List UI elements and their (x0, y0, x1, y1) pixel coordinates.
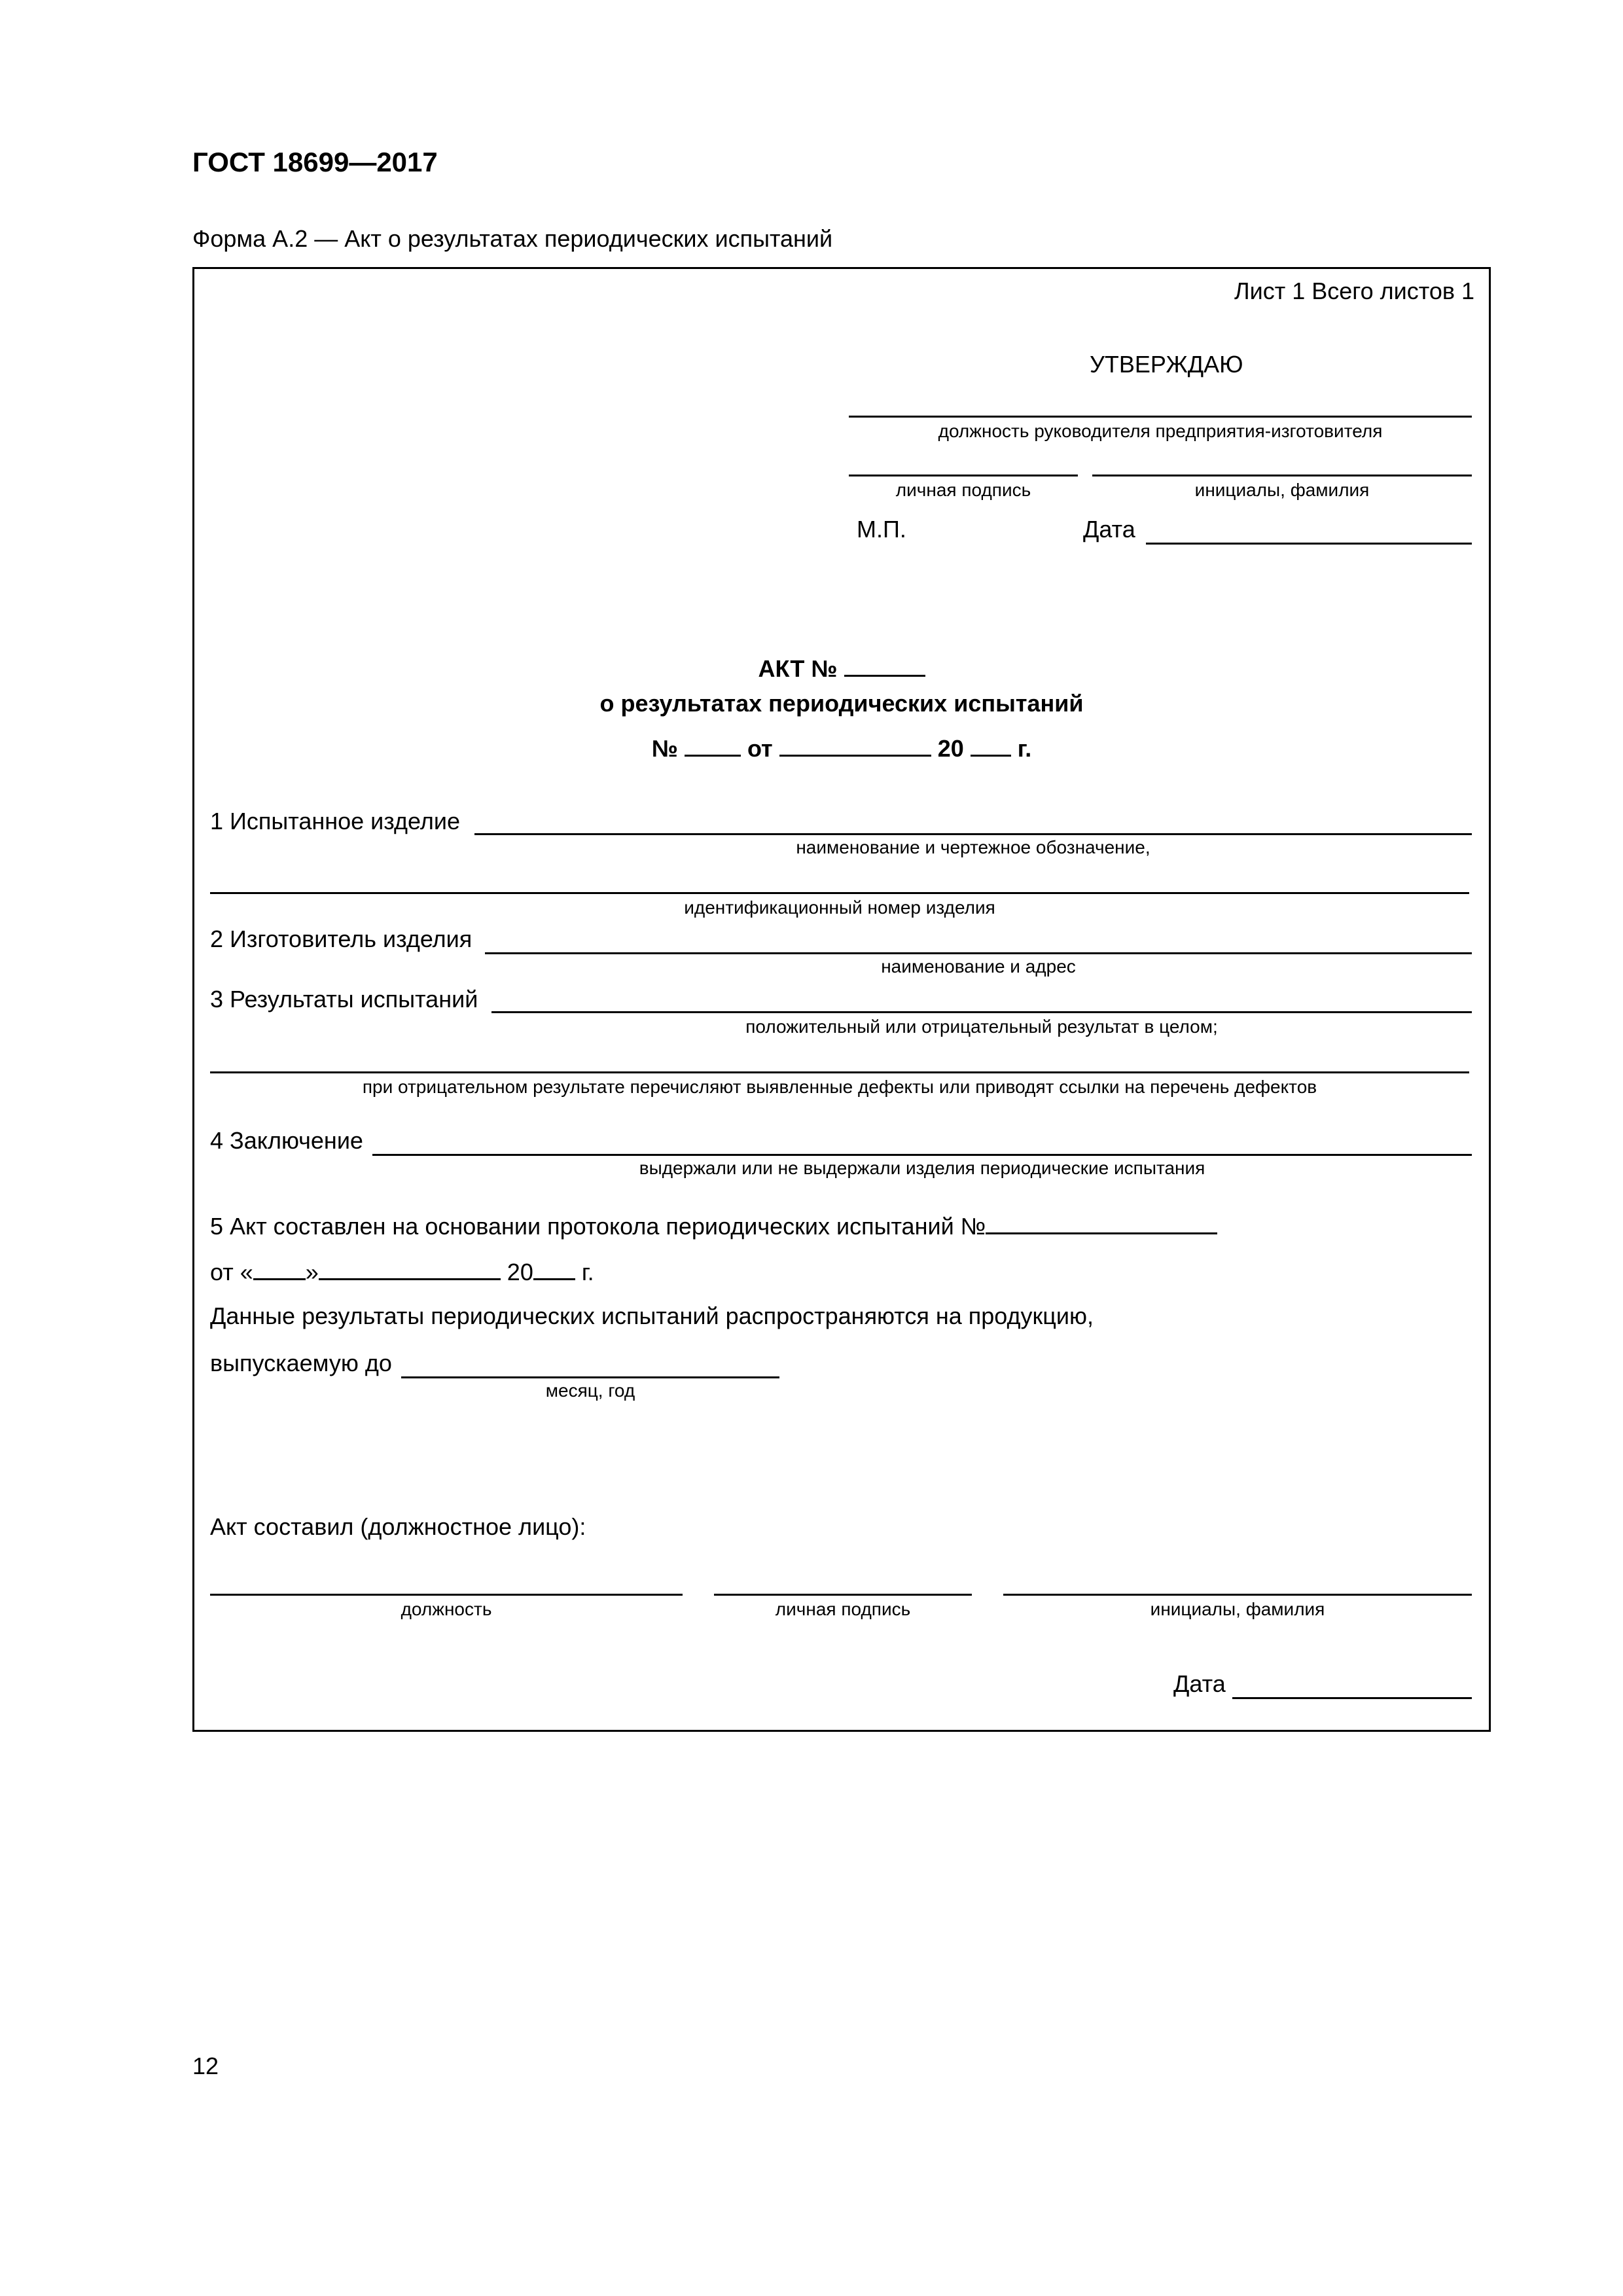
item3-line (491, 1011, 1472, 1013)
item5-date (210, 1256, 594, 1287)
item5-from-close: » (305, 1259, 319, 1285)
item5-day-blank (253, 1256, 306, 1280)
item2-line (485, 952, 1472, 954)
item3-caption2: при отрицательном результате перечисляют выявленные дефекты или приводят ссылки на перечень дефектов (362, 1077, 1317, 1097)
item4-caption: выдержали или не выдержали изделия периодические испытания (639, 1158, 1205, 1178)
act-year-blank (971, 732, 1011, 757)
compiled-signature-line (714, 1594, 972, 1596)
item5-text (210, 1210, 1217, 1241)
compiled-position-caption: должность (401, 1599, 492, 1619)
compiled-initials-line (1003, 1594, 1472, 1596)
page-number: 12 (192, 2053, 219, 2079)
compiled-initials-caption: инициалы, фамилия (1150, 1599, 1325, 1619)
compiled-label: Акт составил (должностное лицо): (210, 1513, 586, 1540)
act-subtitle: о результатах периодических испытаний (599, 690, 1084, 717)
act-year-prefix: 20 (937, 735, 964, 762)
item5-year-suffix: г. (581, 1259, 594, 1285)
compiled-signature-caption: личная подпись (775, 1599, 911, 1619)
approver-signature-line (849, 475, 1078, 476)
stamp-label: М.П. (857, 516, 906, 543)
act-title (194, 653, 1489, 683)
approver-initials-caption: инициалы, фамилия (1194, 480, 1370, 500)
act-title-prefix: АКТ № (758, 655, 838, 682)
item3-caption: положительный или отрицательный результат в целом; (745, 1016, 1218, 1037)
approver-position-line (849, 416, 1472, 418)
standard-designation: ГОСТ 18699—2017 (192, 147, 438, 177)
item5-year-blank (533, 1256, 575, 1280)
act-number-prefix: № (651, 735, 678, 762)
approval-date-label: Дата (1083, 516, 1135, 543)
item1-line (474, 833, 1472, 835)
compiled-position-line (210, 1594, 683, 1596)
approval-date-line (1146, 543, 1472, 545)
compiled-date-label: Дата (1173, 1670, 1226, 1697)
item3-line2 (210, 1071, 1469, 1073)
item4-line (372, 1154, 1472, 1156)
act-year-suffix: г. (1017, 735, 1032, 762)
form-caption: Форма А.2 — Акт о результатах периодических испытаний (192, 225, 833, 252)
item5-until-line (401, 1376, 779, 1378)
compiled-date-line (1232, 1697, 1472, 1699)
approver-position-caption: должность руководителя предприятия-изготовителя (938, 421, 1383, 441)
item4-label: 4 Заключение (210, 1127, 363, 1154)
form-frame (192, 267, 1491, 1732)
item1-label: 1 Испытанное изделие (210, 808, 460, 834)
item5-from-open: от « (210, 1259, 253, 1285)
act-number-blank (844, 653, 925, 677)
act-from-label: от (747, 735, 773, 762)
item5-year-prefix: 20 (507, 1259, 533, 1285)
act-num-blank (685, 732, 741, 757)
approver-signature-caption: личная подпись (895, 480, 1031, 500)
item5-until-label: выпускаемую до (210, 1350, 392, 1376)
item2-caption: наименование и адрес (881, 956, 1076, 977)
item5-month-blank (319, 1256, 501, 1280)
item5-text-label: 5 Акт составлен на основании протокола периодических испытаний № (210, 1213, 986, 1240)
approval-title: УТВЕРЖДАЮ (1090, 351, 1243, 378)
item5-until-caption: месяц, год (545, 1380, 635, 1401)
item5-protocol-number-blank (986, 1210, 1217, 1234)
item1-line2 (210, 892, 1469, 894)
item1-caption2: идентификационный номер изделия (684, 897, 995, 918)
approver-initials-line (1092, 475, 1472, 476)
act-number-date (194, 732, 1489, 763)
item5-scope: Данные результаты периодических испытаний распространяются на продукцию, (210, 1302, 1094, 1329)
item3-label: 3 Результаты испытаний (210, 986, 478, 1013)
item2-label: 2 Изготовитель изделия (210, 925, 473, 952)
item1-caption: наименование и чертежное обозначение, (796, 837, 1150, 857)
act-date-blank (779, 732, 931, 757)
sheet-info: Лист 1 Всего листов 1 (1234, 278, 1474, 304)
